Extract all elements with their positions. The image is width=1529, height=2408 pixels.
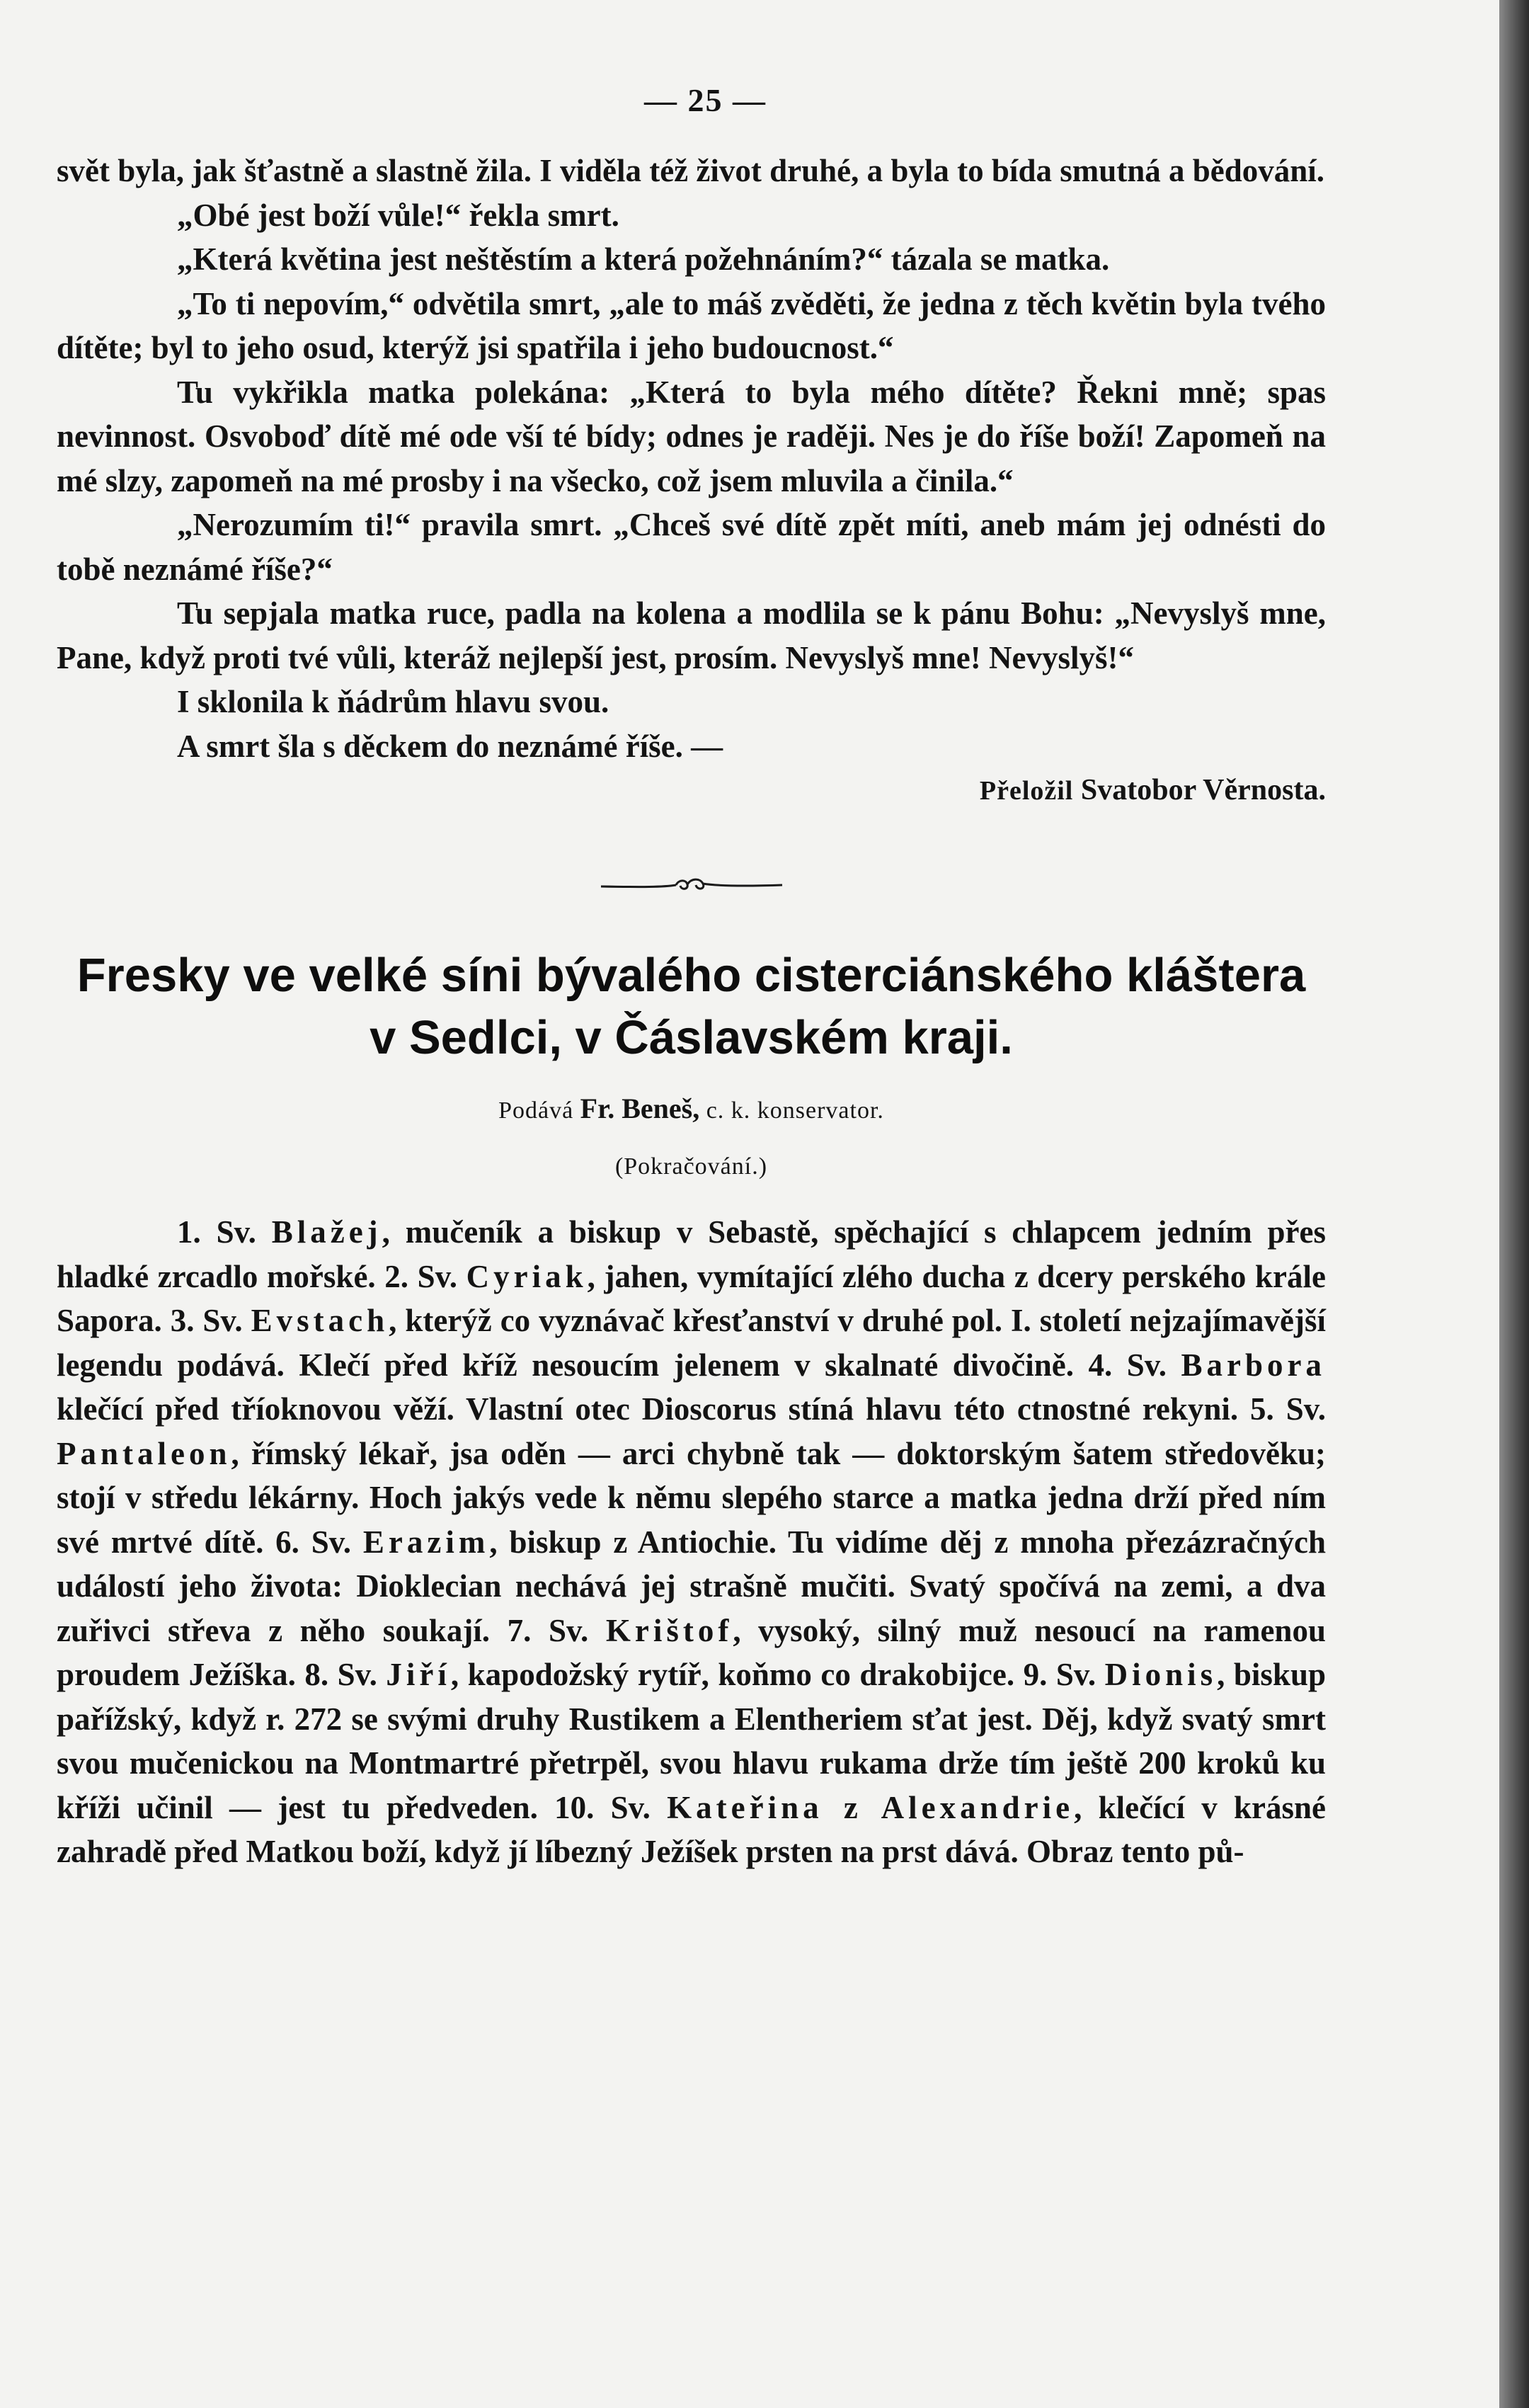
saint-name: Kateřina z Alexandrie: [667, 1789, 1075, 1825]
story-paragraph: A smrt šla s děckem do neznámé říše. —: [177, 728, 723, 764]
story-paragraph: „Která květina jest neštěstím a která požehnáním?“ tázala se matka.: [177, 241, 1110, 277]
translator-prefix: Přeložil: [979, 776, 1074, 806]
body-text-segment: , biskup z Antiochie. Tu vidíme děj z mnoha přezázračných událostí jeho života: Dioklecian nechává jej strašně mučiti. Svatý spočívá na zemi, a dva zuřivci střeva z něho soukají. 7. Sv.: [57, 1524, 1327, 1648]
story-paragraph: Tu sepjala matka ruce, padla na kolena a modlila se k pánu Bohu: „Nevyslyš mne, Pane, když proti tvé vůli, kteráž nejlepší jest, prosím. Nevyslyš mne! Nevyslyš!“: [57, 595, 1326, 675]
story-paragraph: I sklonila k ňádrům hlavu svou.: [177, 684, 609, 719]
saint-name: Krištof: [605, 1612, 733, 1648]
continuation-note: (Pokračování.): [614, 1153, 768, 1180]
story-text: [57, 149, 1326, 768]
byline-prefix: Podává: [498, 1097, 574, 1124]
saint-name: Dionis: [1104, 1657, 1218, 1692]
body-text-segment: , kterýž co vyznávač křesťanství v druhé pol. I. století nejzajímavější legendu podává. Klečí před kříž nesoucím jelenem v skalnaté divočině. 4. Sv.: [57, 1303, 1326, 1383]
saint-name: Erazim: [362, 1524, 490, 1560]
page-edge: [1499, 0, 1529, 2408]
byline-suffix: c. k. konservator.: [706, 1097, 884, 1124]
translator-signature: [57, 768, 1326, 813]
story-paragraph: „Nerozumím ti!“ pravila smrt. „Chceš své dítě zpět míti, aneb mám jej odnésti do tobě neznámé říše?“: [57, 507, 1326, 587]
ornament-divider-icon: [600, 877, 784, 894]
saint-name: Jiří: [386, 1657, 451, 1692]
article-title-line-1: Fresky ve velké síni bývalého cisterciánského kláštera: [76, 949, 1306, 1002]
story-paragraph: svět byla, jak šťastně a slastně žila. I viděla též život druhé, a byla to bída smutná a bědování.: [57, 153, 1325, 188]
body-text-segment: , římský lékař, jsa oděn — arci chybně tak — doktorským šatem středověku; stojí v středu lékárny. Hoch jakýs vede k němu slepého starce a matka jedna drží před ním své mrtvé dítě. 6. Sv.: [57, 1435, 1326, 1560]
body-text-segment: , jahen, vymítající zlého ducha z dcery perského krále Sapora. 3. Sv.: [57, 1258, 1326, 1338]
saint-name: Barbora: [1181, 1347, 1326, 1383]
story-paragraph: „Obé jest boží vůle!“ řekla smrt.: [177, 197, 619, 233]
story-paragraph: „To ti nepovím,“ odvětila smrt, „ale to máš zvěděti, že jedna z těch květin byla tvého dítěte; byl to jeho osud, kterýž jsi spatřila i jeho budoucnost.“: [57, 285, 1326, 365]
page-number: — 25 —: [644, 82, 767, 118]
body-text-segment: , klečící v krásné zahradě před Matkou boží, když jí líbezný Ježíšek prsten na prst dává. Obraz tento pů-: [57, 1789, 1327, 1869]
body-text-segment: , vysoký, silný muž nesoucí na ramenou proudem Ježíška. 8. Sv.: [57, 1612, 1326, 1692]
translator-name: Svatobor Věrnosta.: [1080, 774, 1326, 806]
saint-name: Pantaleon: [57, 1435, 231, 1471]
article-byline: [57, 1092, 1326, 1125]
saint-name: Evstach: [251, 1303, 389, 1338]
body-text-segment: 1. Sv.: [177, 1214, 272, 1250]
saint-name: Cyriak: [466, 1258, 588, 1294]
body-text-segment: , kapodožský rytíř, koňmo co drakobijce. 9. Sv.: [450, 1657, 1105, 1692]
body-text-segment: klečící před tříoknovou věží. Vlastní otec Dioscorus stíná hlavu této ctnostné rekyni. 5. Sv.: [57, 1391, 1326, 1427]
article-title: [57, 945, 1326, 1069]
saint-name: Blažej: [271, 1214, 382, 1250]
story-paragraph: Tu vykřikla matka polekána: „Která to byla mého dítěte? Řekni mně; spas nevinnost. Osvoboď dítě mé ode vší té bídy; odnes je raději. Nes je do říše boží! Zapomeň na mé slzy, zapomeň na mé prosby i na všecko, což jsem mluvila a činila.“: [57, 374, 1326, 498]
body-text-segment: , mučeník a biskup v Sebastě, spěchající s chlapcem jedním přes hladké zrcadlo mořské. 2. Sv.: [57, 1214, 1326, 1294]
article-title-line-2: v Sedlci, v Čáslavském kraji.: [370, 1011, 1013, 1064]
body-text-segment: , biskup pařížský, když r. 272 se svými druhy Rustikem a Elentheriem sťat jest. Děj, když svatý smrt svou mučenickou na Montmartré přetrpěl, svou hlavu rukama drže tím ještě 200 kroků ku kříži učinil — jest tu předveden. 10. Sv.: [57, 1657, 1326, 1825]
article-body: [57, 1210, 1326, 1874]
byline-author: Fr. Beneš,: [580, 1092, 700, 1124]
